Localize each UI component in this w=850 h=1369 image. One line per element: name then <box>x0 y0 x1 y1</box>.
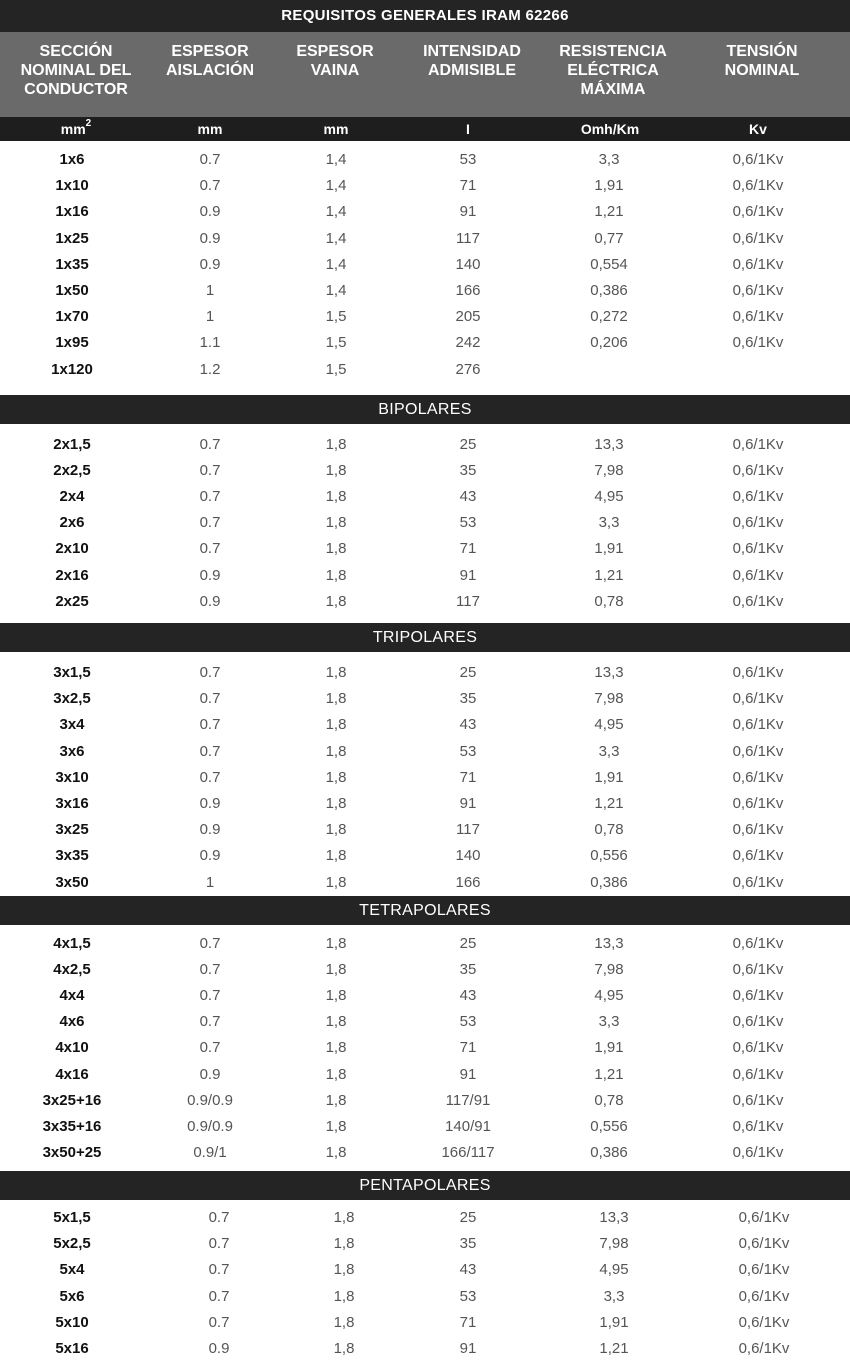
table-row <box>0 432 850 458</box>
table-row <box>0 589 850 615</box>
table-row <box>0 686 850 712</box>
cell-vaina: 1,5 <box>325 334 347 351</box>
cell-seccion: 1x70 <box>55 308 89 325</box>
cell-tension: 0,6/1Kv <box>732 664 784 681</box>
cell-vaina: 1,8 <box>325 935 347 952</box>
cell-intensidad: 35 <box>459 462 477 479</box>
cell-resistencia: 1,21 <box>594 567 624 584</box>
cell-vaina: 1,4 <box>325 282 347 299</box>
cell-resistencia: 1,91 <box>594 769 624 786</box>
cell-vaina: 1,8 <box>325 567 347 584</box>
cell-vaina: 1,8 <box>325 514 347 531</box>
cell-seccion: 3x1,5 <box>53 664 91 681</box>
cell-tension: 0,6/1Kv <box>732 961 784 978</box>
cell-intensidad: 53 <box>459 151 477 168</box>
table-row <box>0 712 850 738</box>
cell-intensidad: 35 <box>459 1235 477 1252</box>
cell-vaina: 1,8 <box>325 1013 347 1030</box>
cell-resistencia: 1,91 <box>594 177 624 194</box>
cell-tension: 0,6/1Kv <box>732 256 784 273</box>
cell-seccion: 4x4 <box>59 987 85 1004</box>
cell-resistencia: 0,272 <box>590 308 628 325</box>
table-row <box>0 660 850 686</box>
cell-resistencia: 4,95 <box>594 716 624 733</box>
cell-intensidad: 25 <box>459 1209 477 1226</box>
cell-intensidad: 71 <box>459 769 477 786</box>
cell-seccion: 4x6 <box>59 1013 85 1030</box>
unit-vaina: mm <box>323 121 349 137</box>
cell-aislacion: 0.7 <box>199 690 221 707</box>
cell-vaina: 1,8 <box>333 1209 355 1226</box>
cell-aislacion: 0.7 <box>199 514 221 531</box>
cell-vaina: 1,8 <box>325 795 347 812</box>
table-title: REQUISITOS GENERALES IRAM 62266 <box>0 0 850 32</box>
cell-tension: 0,6/1Kv <box>732 1118 784 1135</box>
cell-seccion: 3x50+25 <box>42 1144 102 1161</box>
cell-vaina: 1,4 <box>325 177 347 194</box>
cell-seccion: 1x6 <box>59 151 85 168</box>
cell-aislacion: 0.7 <box>199 540 221 557</box>
section-band: PENTAPOLARES <box>0 1171 850 1200</box>
cell-aislacion: 0.7 <box>199 1013 221 1030</box>
cell-seccion: 4x10 <box>55 1039 89 1056</box>
unit-seccion: $mm^2$ <box>60 118 92 137</box>
cell-seccion: 5x4 <box>59 1261 85 1278</box>
table-row <box>0 1062 850 1088</box>
cell-aislacion: 0.7 <box>208 1288 230 1305</box>
cell-intensidad: 43 <box>459 987 477 1004</box>
cell-intensidad: 25 <box>459 436 477 453</box>
cell-vaina: 1,8 <box>333 1340 355 1357</box>
cell-seccion: 1x16 <box>55 203 89 220</box>
cell-tension: 0,6/1Kv <box>732 847 784 864</box>
unit-intensidad: I <box>466 121 470 137</box>
cell-seccion: 1x95 <box>55 334 89 351</box>
cell-aislacion: 0.7 <box>208 1209 230 1226</box>
cell-resistencia: 0,206 <box>590 334 628 351</box>
cell-tension: 0,6/1Kv <box>732 1066 784 1083</box>
cell-seccion: 1x50 <box>55 282 89 299</box>
cell-tension: 0,6/1Kv <box>738 1288 790 1305</box>
cell-tension: 0,6/1Kv <box>732 177 784 194</box>
table-row <box>0 278 850 304</box>
cell-seccion: 5x6 <box>59 1288 85 1305</box>
cell-intensidad: 205 <box>455 308 481 325</box>
cell-seccion: 3x50 <box>55 874 89 891</box>
cell-aislacion: 0.9 <box>199 567 221 584</box>
table-row <box>0 510 850 536</box>
cell-aislacion: 1.2 <box>199 361 221 378</box>
cell-aislacion: 0.7 <box>199 177 221 194</box>
table-row <box>0 1088 850 1114</box>
cell-tension: 0,6/1Kv <box>732 690 784 707</box>
cell-resistencia: 7,98 <box>594 462 624 479</box>
cell-vaina: 1,8 <box>333 1314 355 1331</box>
cell-tension: 0,6/1Kv <box>732 1039 784 1056</box>
table-row <box>0 791 850 817</box>
cell-aislacion: 1 <box>205 282 215 299</box>
cell-vaina: 1,8 <box>325 987 347 1004</box>
cell-aislacion: 0.9 <box>199 256 221 273</box>
cell-aislacion: 0.9 <box>199 203 221 220</box>
cell-resistencia: 1,21 <box>594 1066 624 1083</box>
cell-vaina: 1,8 <box>325 664 347 681</box>
table-row <box>0 1231 850 1257</box>
cell-aislacion: 0.7 <box>199 462 221 479</box>
cell-seccion: 2x6 <box>59 514 85 531</box>
cell-tension: 0,6/1Kv <box>732 488 784 505</box>
table-row <box>0 458 850 484</box>
header-seccion: SECCIÓN NOMINAL DEL CONDUCTOR <box>20 43 132 98</box>
cell-vaina: 1,8 <box>325 540 347 557</box>
cell-seccion: 5x16 <box>55 1340 89 1357</box>
cell-tension: 0,6/1Kv <box>732 230 784 247</box>
cell-resistencia: 0,78 <box>594 593 624 610</box>
cell-seccion: 1x120 <box>51 361 93 378</box>
cell-intensidad: 43 <box>459 716 477 733</box>
cell-intensidad: 140 <box>455 256 481 273</box>
cell-aislacion: 0.7 <box>199 716 221 733</box>
table-row <box>0 1336 850 1362</box>
table-row <box>0 484 850 510</box>
cell-aislacion: 0.9/0.9 <box>187 1092 233 1109</box>
table-row <box>0 357 850 383</box>
cell-tension: 0,6/1Kv <box>732 935 784 952</box>
table-row <box>0 199 850 225</box>
cell-aislacion: 0.7 <box>208 1261 230 1278</box>
table-row <box>0 739 850 765</box>
header-espesor-vaina: ESPESOR VAINA <box>296 43 374 79</box>
table-row <box>0 843 850 869</box>
cell-vaina: 1,8 <box>325 462 347 479</box>
cell-vaina: 1,8 <box>333 1288 355 1305</box>
table-row <box>0 226 850 252</box>
cell-seccion: 3x10 <box>55 769 89 786</box>
section-band: BIPOLARES <box>0 395 850 424</box>
cell-resistencia: 4,95 <box>599 1261 629 1278</box>
header-intensidad: INTENSIDAD ADMISIBLE <box>423 43 521 79</box>
cell-seccion: 5x1,5 <box>53 1209 91 1226</box>
cell-vaina: 1,4 <box>325 203 347 220</box>
cell-seccion: 4x16 <box>55 1066 89 1083</box>
cell-seccion: 1x25 <box>55 230 89 247</box>
cell-intensidad: 91 <box>459 1340 477 1357</box>
table-row <box>0 330 850 356</box>
cell-resistencia: 0,386 <box>590 282 628 299</box>
cell-tension: 0,6/1Kv <box>732 567 784 584</box>
cell-aislacion: 0.9/1 <box>193 1144 227 1161</box>
cell-aislacion: 0.7 <box>199 488 221 505</box>
cell-vaina: 1,8 <box>325 690 347 707</box>
cell-tension: 0,6/1Kv <box>732 1144 784 1161</box>
cell-aislacion: 0.7 <box>199 151 221 168</box>
table-row <box>0 1284 850 1310</box>
cell-tension: 0,6/1Kv <box>732 203 784 220</box>
cell-tension: 0,6/1Kv <box>732 874 784 891</box>
cell-seccion: 3x25+16 <box>42 1092 102 1109</box>
cell-resistencia: 0,77 <box>594 230 624 247</box>
cell-vaina: 1,8 <box>325 436 347 453</box>
cell-resistencia: 1,91 <box>594 1039 624 1056</box>
cell-seccion: 2x2,5 <box>53 462 91 479</box>
cell-intensidad: 166 <box>455 874 481 891</box>
cell-intensidad: 117 <box>456 593 480 610</box>
cell-tension: 0,6/1Kv <box>732 987 784 1004</box>
cell-intensidad: 166/117 <box>441 1144 495 1161</box>
cell-tension: 0,6/1Kv <box>732 593 784 610</box>
cell-tension: 0,6/1Kv <box>738 1340 790 1357</box>
cell-resistencia: 7,98 <box>594 690 624 707</box>
cell-aislacion: 0.7 <box>199 961 221 978</box>
cell-intensidad: 35 <box>459 690 477 707</box>
cell-aislacion: 0.7 <box>199 664 221 681</box>
unit-aislacion: mm <box>197 121 223 137</box>
cell-intensidad: 71 <box>459 177 477 194</box>
cell-vaina: 1,8 <box>333 1261 355 1278</box>
table-row <box>0 931 850 957</box>
cell-intensidad: 140/91 <box>445 1118 491 1135</box>
cell-aislacion: 0.9 <box>199 847 221 864</box>
cell-intensidad: 91 <box>459 795 477 812</box>
table-row <box>0 870 850 896</box>
cell-resistencia: 3,3 <box>598 514 620 531</box>
cell-intensidad: 91 <box>459 203 477 220</box>
section-band: TRIPOLARES <box>0 623 850 652</box>
cell-vaina: 1,8 <box>325 769 347 786</box>
cell-resistencia: 0,78 <box>594 821 624 838</box>
cell-seccion: 2x25 <box>55 593 89 610</box>
cell-vaina: 1,8 <box>325 1039 347 1056</box>
table-row <box>0 173 850 199</box>
cell-resistencia: 0,556 <box>590 1118 628 1135</box>
table-row <box>0 765 850 791</box>
cell-intensidad: 71 <box>459 540 477 557</box>
cell-aislacion: 0.9 <box>199 593 221 610</box>
cell-vaina: 1,8 <box>325 1092 347 1109</box>
cell-aislacion: 0.7 <box>199 743 221 760</box>
cell-seccion: 4x1,5 <box>53 935 91 952</box>
cell-vaina: 1,8 <box>325 743 347 760</box>
cell-intensidad: 117 <box>456 821 480 838</box>
table-row <box>0 1205 850 1231</box>
cell-resistencia: 7,98 <box>599 1235 629 1252</box>
section-band: TETRAPOLARES <box>0 896 850 925</box>
cell-intensidad: 53 <box>459 1013 477 1030</box>
cell-intensidad: 166 <box>455 282 481 299</box>
cell-seccion: 3x6 <box>59 743 85 760</box>
cell-tension: 0,6/1Kv <box>732 514 784 531</box>
cell-tension: 0,6/1Kv <box>732 151 784 168</box>
table-row <box>0 1310 850 1336</box>
cell-intensidad: 91 <box>459 1066 477 1083</box>
cell-tension: 0,6/1Kv <box>738 1209 790 1226</box>
cell-tension: 0,6/1Kv <box>738 1235 790 1252</box>
cell-vaina: 1,8 <box>325 821 347 838</box>
cell-intensidad: 43 <box>459 488 477 505</box>
table-row <box>0 1009 850 1035</box>
table-row <box>0 1114 850 1140</box>
cell-vaina: 1,8 <box>325 847 347 864</box>
cell-aislacion: 0.7 <box>208 1314 230 1331</box>
cell-aislacion: 1 <box>205 308 215 325</box>
cell-tension: 0,6/1Kv <box>738 1314 790 1331</box>
cell-intensidad: 53 <box>459 1288 477 1305</box>
cell-intensidad: 53 <box>459 514 477 531</box>
cell-intensidad: 242 <box>455 334 481 351</box>
cell-seccion: 2x4 <box>59 488 85 505</box>
cell-resistencia: 1,21 <box>594 795 624 812</box>
header-espesor-aislacion: ESPESOR AISLACIÓN <box>166 43 254 79</box>
cell-vaina: 1,5 <box>325 361 347 378</box>
cell-aislacion: 0.7 <box>199 436 221 453</box>
cell-resistencia: 0,78 <box>594 1092 624 1109</box>
table-row <box>0 983 850 1009</box>
cell-intensidad: 71 <box>459 1039 477 1056</box>
units-row <box>0 117 850 141</box>
cell-resistencia: 4,95 <box>594 488 624 505</box>
header-resistencia: RESISTENCIA ELÉCTRICA MÁXIMA <box>559 43 667 98</box>
cell-tension: 0,6/1Kv <box>732 743 784 760</box>
cell-resistencia: 0,386 <box>590 874 628 891</box>
cell-vaina: 1,4 <box>325 230 347 247</box>
cell-vaina: 1,8 <box>325 1144 347 1161</box>
cell-resistencia: 3,3 <box>603 1288 625 1305</box>
cell-intensidad: 25 <box>459 935 477 952</box>
cell-aislacion: 0.7 <box>199 987 221 1004</box>
cell-vaina: 1,8 <box>325 716 347 733</box>
cell-resistencia: 4,95 <box>594 987 624 1004</box>
cell-resistencia: 13,3 <box>594 935 624 952</box>
cell-vaina: 1,8 <box>325 874 347 891</box>
unit-tension: Kv <box>749 121 767 137</box>
table-row <box>0 1140 850 1166</box>
unit-resistencia: Omh/Km <box>580 121 640 137</box>
cell-tension: 0,6/1Kv <box>732 436 784 453</box>
cell-tension: 0,6/1Kv <box>732 540 784 557</box>
table-row <box>0 957 850 983</box>
cell-vaina: 1,8 <box>325 1066 347 1083</box>
cell-seccion: 3x35 <box>55 847 89 864</box>
cell-tension: 0,6/1Kv <box>732 1092 784 1109</box>
cell-intensidad: 91 <box>459 567 477 584</box>
cell-intensidad: 117 <box>456 230 480 247</box>
cell-intensidad: 140 <box>455 847 481 864</box>
cell-intensidad: 43 <box>459 1261 477 1278</box>
cell-vaina: 1,4 <box>325 151 347 168</box>
cell-resistencia: 13,3 <box>594 664 624 681</box>
cell-tension: 0,6/1Kv <box>732 716 784 733</box>
cell-aislacion: 0.9 <box>199 230 221 247</box>
cell-tension: 0,6/1Kv <box>732 334 784 351</box>
cell-aislacion: 1 <box>205 874 215 891</box>
cell-resistencia: 0,386 <box>590 1144 628 1161</box>
cell-tension: 0,6/1Kv <box>738 1261 790 1278</box>
cell-seccion: 2x10 <box>55 540 89 557</box>
cell-resistencia: 13,3 <box>599 1209 629 1226</box>
cell-tension: 0,6/1Kv <box>732 1013 784 1030</box>
cell-vaina: 1,8 <box>333 1235 355 1252</box>
cell-intensidad: 53 <box>459 743 477 760</box>
cell-seccion: 3x2,5 <box>53 690 91 707</box>
cell-resistencia: 0,556 <box>590 847 628 864</box>
cell-aislacion: 0.7 <box>199 935 221 952</box>
cell-resistencia: 1,91 <box>594 540 624 557</box>
table-row <box>0 252 850 278</box>
cell-seccion: 2x1,5 <box>53 436 91 453</box>
table-row <box>0 817 850 843</box>
cell-aislacion: 0.9 <box>199 795 221 812</box>
cell-tension: 0,6/1Kv <box>732 769 784 786</box>
cell-aislacion: 0.7 <box>208 1235 230 1252</box>
cell-vaina: 1,4 <box>325 256 347 273</box>
cell-intensidad: 71 <box>459 1314 477 1331</box>
cell-intensidad: 25 <box>459 664 477 681</box>
cell-vaina: 1,8 <box>325 1118 347 1135</box>
cell-seccion: 3x16 <box>55 795 89 812</box>
table-row <box>0 147 850 173</box>
cell-resistencia: 3,3 <box>598 1013 620 1030</box>
cell-vaina: 1,8 <box>325 488 347 505</box>
cell-resistencia: 7,98 <box>594 961 624 978</box>
cell-tension: 0,6/1Kv <box>732 462 784 479</box>
cell-aislacion: 0.9 <box>208 1340 230 1357</box>
cell-vaina: 1,5 <box>325 308 347 325</box>
cell-tension: 0,6/1Kv <box>732 821 784 838</box>
table-row <box>0 304 850 330</box>
cell-seccion: 5x2,5 <box>53 1235 91 1252</box>
cell-seccion: 3x25 <box>55 821 89 838</box>
cell-intensidad: 276 <box>455 361 481 378</box>
cell-tension: 0,6/1Kv <box>732 308 784 325</box>
column-header-row <box>0 32 850 117</box>
table-row <box>0 536 850 562</box>
cell-seccion: 4x2,5 <box>53 961 91 978</box>
cell-aislacion: 0.9/0.9 <box>187 1118 233 1135</box>
cell-seccion: 2x16 <box>55 567 89 584</box>
cell-aislacion: 0.9 <box>199 1066 221 1083</box>
cell-resistencia: 1,21 <box>594 203 624 220</box>
cell-aislacion: 0.9 <box>199 821 221 838</box>
table-row <box>0 1257 850 1283</box>
cell-resistencia: 1,21 <box>599 1340 629 1357</box>
cell-seccion: 3x4 <box>59 716 85 733</box>
cell-intensidad: 117/91 <box>445 1092 491 1109</box>
table-row <box>0 563 850 589</box>
cell-resistencia: 3,3 <box>598 151 620 168</box>
cell-seccion: 1x35 <box>55 256 89 273</box>
cell-tension: 0,6/1Kv <box>732 795 784 812</box>
cell-aislacion: 0.7 <box>199 1039 221 1056</box>
cell-resistencia: 3,3 <box>598 743 620 760</box>
table-row <box>0 1035 850 1061</box>
cell-aislacion: 1.1 <box>199 334 221 351</box>
cell-resistencia: 13,3 <box>594 436 624 453</box>
cell-aislacion: 0.7 <box>199 769 221 786</box>
cell-seccion: 1x10 <box>55 177 89 194</box>
cell-resistencia: 1,91 <box>599 1314 629 1331</box>
cell-tension: 0,6/1Kv <box>732 282 784 299</box>
cell-resistencia: 0,554 <box>590 256 628 273</box>
cell-seccion: 3x35+16 <box>42 1118 102 1135</box>
cell-vaina: 1,8 <box>325 961 347 978</box>
cell-intensidad: 35 <box>459 961 477 978</box>
header-tension: TENSIÓN NOMINAL <box>724 43 800 79</box>
cell-seccion: 5x10 <box>55 1314 89 1331</box>
cell-vaina: 1,8 <box>325 593 347 610</box>
